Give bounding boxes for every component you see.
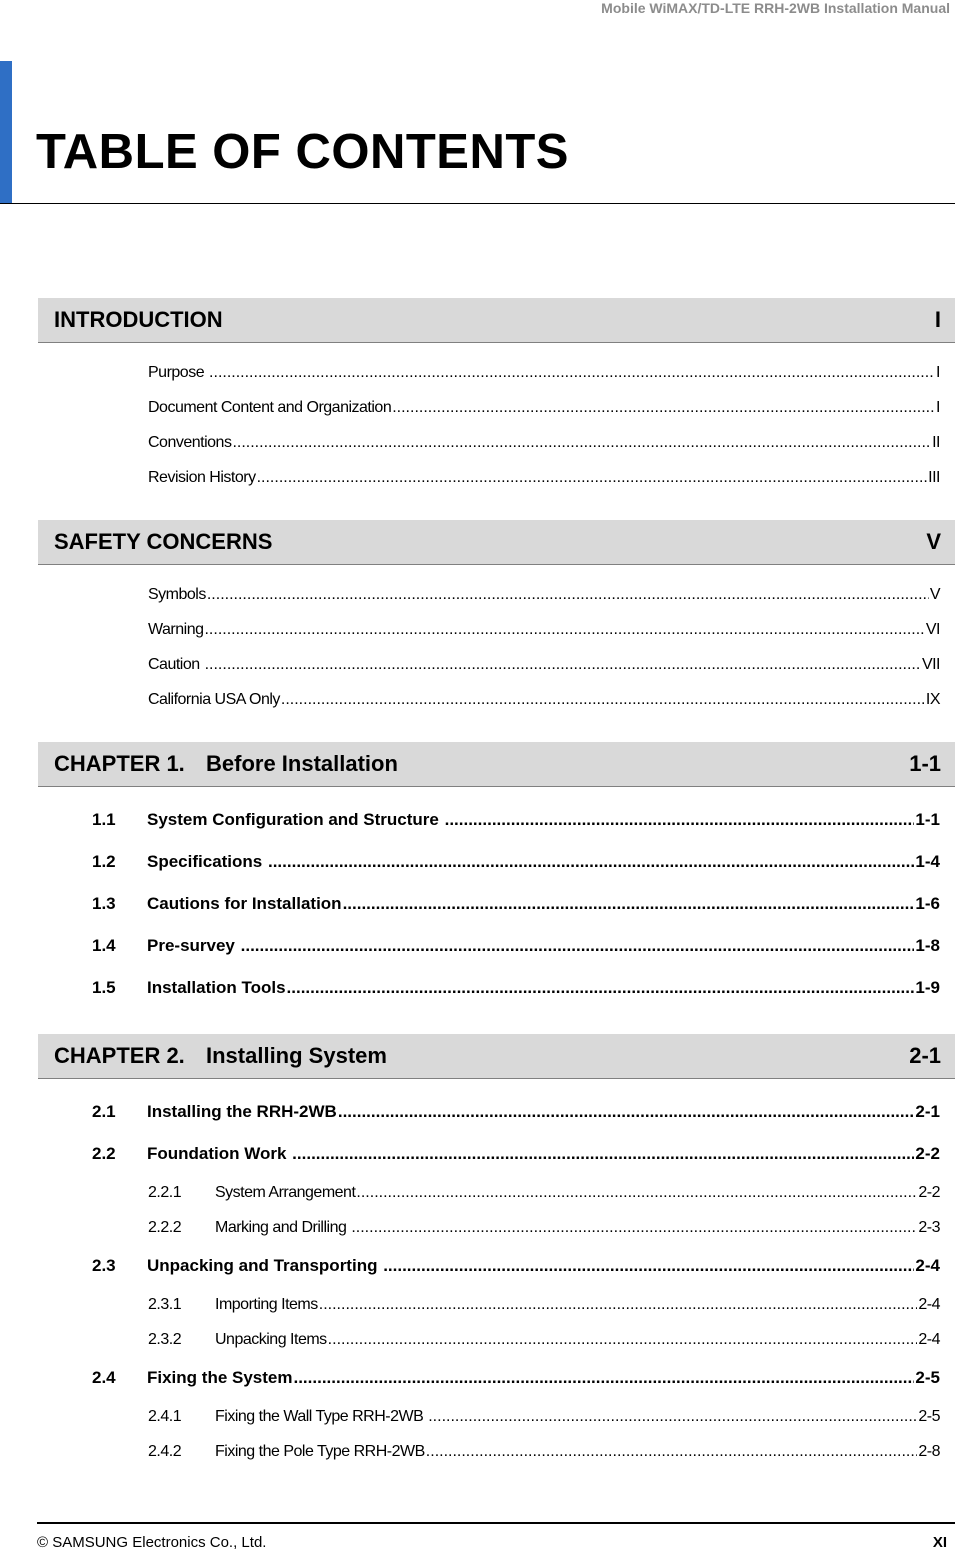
dot-leader [426, 1434, 918, 1469]
entry-title: Foundation Work [147, 1144, 292, 1163]
footer-divider [37, 1522, 955, 1524]
toc-entry[interactable] [38, 1091, 955, 1133]
entry-title: Warning [148, 621, 204, 638]
entry-page-number: 2-2 [915, 1144, 940, 1163]
toc-entry[interactable] [38, 1175, 955, 1210]
entry-title: Installing the RRH-2WB [147, 1102, 337, 1121]
dot-leader [209, 355, 935, 390]
entry-page-number: 2-5 [918, 1408, 940, 1425]
entry-page-number: 2-4 [918, 1296, 940, 1313]
running-header: Mobile WiMAX/TD-LTE RRH-2WB Installation Manual [601, 0, 950, 16]
dot-leader [281, 682, 925, 717]
footer-page-number: XI [932, 1534, 947, 1551]
toc-entry-list [38, 1079, 955, 1469]
entry-page-number: 2-2 [918, 1184, 940, 1201]
entry-page-number: II [932, 434, 940, 451]
toc-entry-list [38, 343, 955, 495]
entry-number: 2.2 [92, 1144, 116, 1163]
toc-entry[interactable] [38, 577, 955, 612]
entry-title: Unpacking and Transporting [147, 1256, 383, 1275]
entry-title: Fixing the System [147, 1368, 293, 1387]
dot-leader [205, 647, 921, 682]
toc-entry[interactable] [38, 612, 955, 647]
entry-page-number: 1-4 [915, 852, 940, 871]
entry-title: System Configuration and Structure [147, 810, 444, 829]
toc-entry[interactable] [38, 1133, 955, 1175]
entry-page-number: III [928, 469, 940, 486]
dot-leader [338, 1091, 915, 1133]
entry-title: Installation Tools [147, 978, 286, 997]
entry-title: Symbols [148, 586, 206, 603]
entry-page-number: V [929, 586, 940, 603]
entry-title: Document Content and Organization [148, 399, 392, 416]
toc-entry[interactable] [38, 1399, 955, 1434]
section-title: INTRODUCTION [54, 307, 223, 332]
dot-leader [241, 925, 915, 967]
title-divider [0, 203, 955, 204]
table-of-contents [38, 298, 955, 1494]
toc-entry[interactable] [38, 355, 955, 390]
entry-title: Revision History [148, 469, 256, 486]
dot-leader [445, 799, 915, 841]
entry-title: California USA Only [148, 691, 280, 708]
entry-title: Specifications [147, 852, 267, 871]
toc-entry[interactable] [38, 967, 955, 1009]
section-page-number: 2-1 [909, 1043, 941, 1068]
entry-title: Pre-survey [147, 936, 240, 955]
entry-page-number: 2-4 [918, 1331, 940, 1348]
entry-page-number: 2-8 [918, 1443, 940, 1460]
chapter-number: CHAPTER 1. [54, 751, 185, 776]
entry-page-number: 2-3 [918, 1219, 940, 1236]
toc-entry[interactable] [38, 1357, 955, 1399]
toc-entry[interactable] [38, 1210, 955, 1245]
toc-entry[interactable] [38, 682, 955, 717]
entry-number: 1.4 [92, 936, 116, 955]
toc-entry[interactable] [38, 1322, 955, 1357]
title-accent-bar [0, 61, 12, 204]
entry-page-number: 2-5 [915, 1368, 940, 1387]
entry-title: Purpose [148, 364, 209, 381]
entry-title: Marking and Drilling [215, 1219, 351, 1236]
section-title: Before Installation [206, 751, 398, 776]
section-label [54, 751, 398, 777]
entry-number: 2.2.2 [148, 1219, 182, 1236]
entry-number: 1.3 [92, 894, 116, 913]
toc-section-header[interactable] [38, 1034, 955, 1079]
entry-title: Cautions for Installation [147, 894, 342, 913]
dot-leader [287, 967, 915, 1009]
toc-entry[interactable] [38, 883, 955, 925]
entry-number: 2.4.2 [148, 1443, 182, 1460]
dot-leader [392, 390, 935, 425]
dot-leader [328, 1322, 918, 1357]
toc-entry[interactable] [38, 390, 955, 425]
toc-entry[interactable] [38, 425, 955, 460]
entry-title: Caution [148, 656, 204, 673]
entry-page-number: I [936, 364, 940, 381]
section-page-number: 1-1 [909, 751, 941, 776]
entry-page-number: 1-6 [915, 894, 940, 913]
section-page-number: V [926, 529, 941, 554]
dot-leader [204, 612, 924, 647]
entry-title: Unpacking Items [215, 1331, 327, 1348]
entry-page-number: 2-1 [915, 1102, 940, 1121]
entry-number: 2.3.1 [148, 1296, 182, 1313]
dot-leader [292, 1133, 914, 1175]
toc-section [38, 742, 955, 1009]
dot-leader [343, 883, 915, 925]
section-title: SAFETY CONCERNS [54, 529, 273, 554]
section-title: Installing System [206, 1043, 387, 1068]
toc-entry[interactable] [38, 799, 955, 841]
chapter-number: CHAPTER 2. [54, 1043, 185, 1068]
dot-leader [293, 1357, 914, 1399]
dot-leader [207, 577, 929, 612]
entry-number: 2.1 [92, 1102, 116, 1121]
entry-page-number: I [936, 399, 940, 416]
entry-number: 2.2.1 [148, 1184, 182, 1201]
entry-page-number: VII [921, 656, 940, 673]
entry-number: 2.4 [92, 1368, 116, 1387]
entry-page-number: 1-8 [915, 936, 940, 955]
entry-number: 2.3.2 [148, 1331, 182, 1348]
dot-leader [268, 841, 914, 883]
entry-page-number: 1-1 [915, 810, 940, 829]
entry-title: Conventions [148, 434, 232, 451]
dot-leader [383, 1245, 914, 1287]
toc-section-header[interactable] [38, 742, 955, 787]
entry-page-number: 1-9 [915, 978, 940, 997]
section-page-number: I [934, 307, 941, 332]
toc-section [38, 1034, 955, 1469]
toc-entry[interactable] [38, 1287, 955, 1322]
toc-entry[interactable] [38, 460, 955, 495]
entry-number: 1.1 [92, 810, 116, 829]
entry-page-number: VI [925, 621, 940, 638]
toc-entry-list [38, 787, 955, 1009]
dot-leader [428, 1399, 917, 1434]
entry-page-number: IX [925, 691, 940, 708]
toc-entry[interactable] [38, 841, 955, 883]
entry-number: 2.4.1 [148, 1408, 182, 1425]
toc-entry[interactable] [38, 925, 955, 967]
section-label [54, 1043, 387, 1069]
toc-section-header[interactable] [38, 520, 955, 565]
entry-title: Fixing the Wall Type RRH-2WB [215, 1408, 428, 1425]
entry-page-number: 2-4 [915, 1256, 940, 1275]
entry-number: 2.3 [92, 1256, 116, 1275]
section-label [54, 529, 272, 555]
toc-section-header[interactable] [38, 298, 955, 343]
dot-leader [257, 460, 928, 495]
section-label [54, 307, 223, 333]
page-title: TABLE OF CONTENTS [36, 125, 569, 179]
toc-section [38, 520, 955, 717]
entry-number: 1.2 [92, 852, 116, 871]
dot-leader [356, 1175, 917, 1210]
dot-leader [319, 1287, 918, 1322]
dot-leader [232, 425, 931, 460]
toc-entry[interactable] [38, 647, 955, 682]
entry-title: System Arrangement [215, 1184, 356, 1201]
entry-title: Fixing the Pole Type RRH-2WB [215, 1443, 425, 1460]
toc-section [38, 298, 955, 495]
toc-entry[interactable] [38, 1245, 955, 1287]
entry-title: Importing Items [215, 1296, 318, 1313]
entry-number: 1.5 [92, 978, 116, 997]
toc-entry-list [38, 565, 955, 717]
footer-copyright: © SAMSUNG Electronics Co., Ltd. [37, 1534, 267, 1551]
dot-leader [351, 1210, 917, 1245]
toc-entry[interactable] [38, 1434, 955, 1469]
